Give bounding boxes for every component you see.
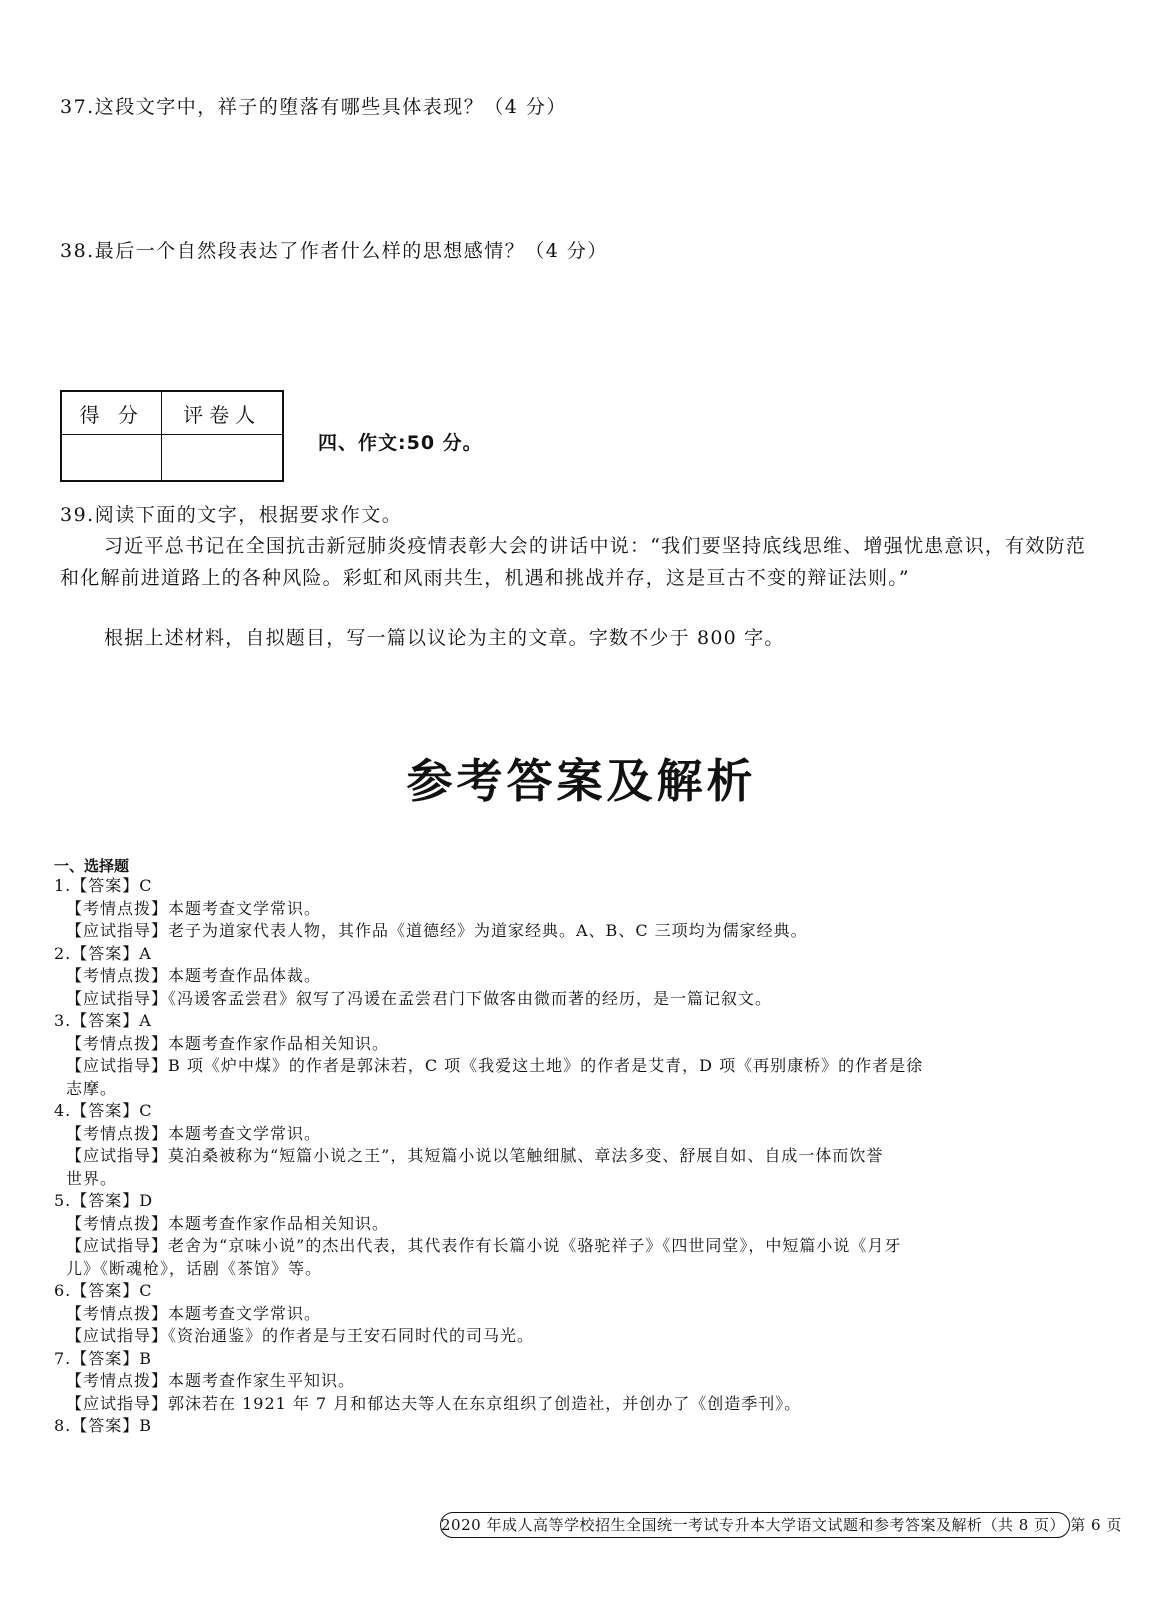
answer-continuation-line: 儿》《断魂枪》，话剧《茶馆》等。 (66, 1258, 323, 1278)
answer-detail-line: 【应试指导】莫泊桑被称为“短篇小说之王”，其短篇小说以笔触细腻、章法多变、舒展自如、自成一体而饮誉 (66, 1146, 884, 1165)
answer-detail-line: 【应试指导】老子为道家代表人物，其作品《道德经》为道家经典。A、B、C 三项均为儒家经典。 (66, 921, 808, 940)
answer-line: 6.【答案】C (54, 1281, 153, 1300)
question-37: 37.这段文字中，祥子的堕落有哪些具体表现？（4 分） (60, 96, 567, 118)
answer-detail-line: 【考情点拨】本题考查文学常识。 (66, 898, 322, 918)
question-38: 38.最后一个自然段表达了作者什么样的思想感情？（4 分） (60, 240, 608, 262)
answer-detail-line: 【考情点拨】本题考查文学常识。 (66, 1123, 322, 1143)
answer-detail-line: 【应试指导】B 项《炉中煤》的作者是郭沫若，C 项《我爱这土地》的作者是艾青，D 项《再别康桥》的作者是徐 (66, 1056, 924, 1075)
answer-detail-line: 【考情点拨】本题考查作家生平知识。 (66, 1371, 356, 1390)
answer-line: 3.【答案】A (54, 1011, 152, 1030)
answer-detail-line: 【应试指导】《资治通鉴》的作者是与王安石同时代的司马光。 (66, 1326, 535, 1345)
answer-line: 4.【答案】C (54, 1101, 153, 1120)
grader-header: 评卷人 (162, 391, 283, 435)
score-cell (61, 435, 162, 482)
answers-title: 参考答案及解析 (406, 754, 757, 808)
page-footer: 2020 年成人高等学校招生全国统一考试专升本大学语文试题和参考答案及解析（共 8 页） 第 6 页 (440, 1512, 1070, 1538)
question-39: 39.阅读下面的文字，根据要求作文。 (60, 504, 403, 526)
answer-detail-line: 【应试指导】《冯谖客孟尝君》叙写了冯谖在孟尝君门下做客由微而著的经历，是一篇记叙文。 (66, 988, 773, 1008)
answer-line: 8.【答案】B (54, 1416, 153, 1435)
essay-requirement: 根据上述材料，自拟题目，写一篇以议论为主的文章。字数不少于 800 字。 (104, 627, 785, 649)
section-1-title: 一、选择题 (54, 857, 130, 875)
answer-detail-line: 【考情点拨】本题考查作家作品相关知识。 (66, 1033, 390, 1053)
answer-line: 7.【答案】B (54, 1348, 153, 1368)
answer-line: 1.【答案】C (54, 876, 153, 895)
answer-list (54, 875, 1094, 1438)
answer-detail-line: 【应试指导】老舍为“京味小说”的杰出代表，其代表作有长篇小说《骆驼祥子》《四世同堂》，中短篇小说《月牙 (66, 1236, 902, 1255)
score-table (60, 390, 284, 482)
section-4-title: 四、作文:50 分。 (318, 432, 483, 454)
answer-detail-line: 【考情点拨】本题考查文学常识。 (66, 1303, 322, 1323)
answer-line: 5.【答案】D (54, 1191, 154, 1210)
answer-detail-line: 【应试指导】郭沫若在 1921 年 7 月和郁达夫等人在东京组织了创造社，并创办了《创造季刊》。 (66, 1393, 802, 1413)
answer-detail-line: 【考情点拨】本题考查作家作品相关知识。 (66, 1213, 390, 1233)
essay-material: 习近平总书记在全国抗击新冠肺炎疫情表彰大会的讲话中说：“我们要坚持底线思维、增强忧患意识，有效防范和化解前进道路上的各种风险。彩虹和风雨共生，机遇和挑战并存，这是亘古不变的辩证法则。” (60, 535, 1086, 589)
grader-cell (162, 435, 283, 482)
answer-detail-line: 【考情点拨】本题考查作品体裁。 (66, 966, 322, 985)
score-header: 得 分 (61, 391, 162, 435)
answer-line: 2.【答案】A (54, 943, 152, 963)
answer-continuation-line: 志摩。 (66, 1078, 118, 1098)
answer-continuation-line: 世界。 (66, 1168, 118, 1188)
